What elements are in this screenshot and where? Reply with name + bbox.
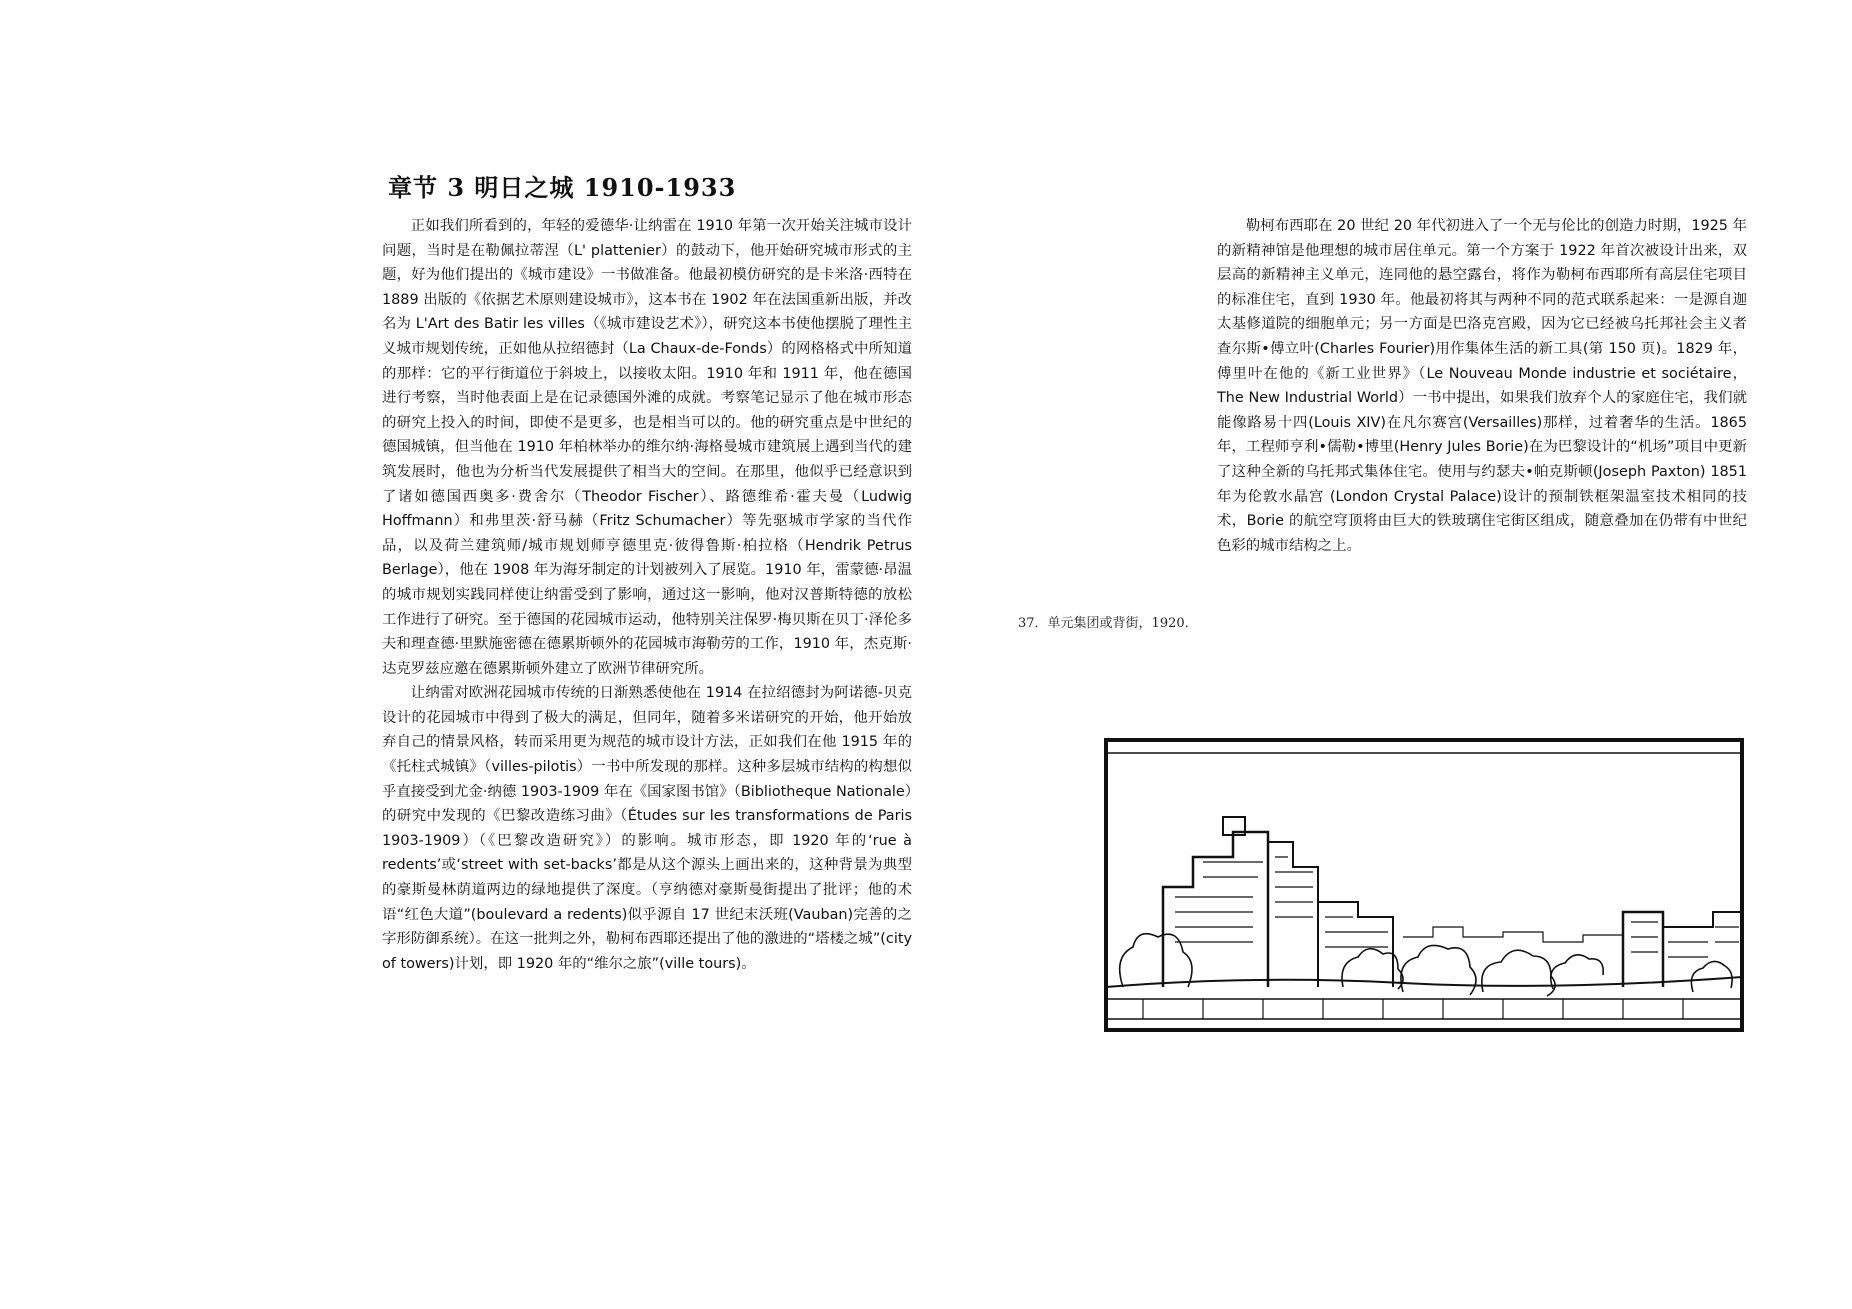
paragraph: 勒柯布西耶在 20 世纪 20 年代初进入了一个无与伦比的创造力时期，1925 年的新精神馆是他理想的城市居住单元。第一个方案于 1922 年首次被设计出来，双层高的新精神主义单元，连同他的悬空露台，将作为勒柯布西耶所有高层住宅项目的标准住宅，直到 1930 年。他最初将其与两种不同的范式联系起来：一是源自迦太基修道院的细胞单元；另一方面是巴洛克宫殿，因为它已经被乌托邦社会主义者查尔斯•傅立叶(Charles Fourier)用作集体生活的新工具(第 150 页)。1829 年，傅里叶在他的《新工业世界》（Le Nouveau Monde industrie et sociétaire，The New Industrial World）一书中提出，如果我们放弃个人的家庭住宅，我们就能像路易十四(Louis XIV)在凡尔赛宫(Versailles)那样，过着奢华的生活。1865 年，工程师亨利•儒勒•博里(Henry Jules Borie)在为巴黎设计的“机场”项目中更新了这种全新的乌托邦式集体住宅。使用与约瑟夫•帕克斯顿(Joseph Paxton) 1851 年为伦敦水晶宫 (London Crystal Palace)设计的预制铁框架温室技术相同的技术，Borie 的航空穹顶将由巨大的铁玻璃住宅街区组成，随意叠加在仍带有中世纪色彩的城市结构之上。: [1217, 218, 1747, 554]
left-text-column: [382, 214, 912, 976]
figure-caption: 37．单元集团或背街，1920．: [1018, 616, 1198, 631]
sketch-of-stepped-housing-blocks-with-trees-icon: [1103, 737, 1745, 1033]
paragraph: 正如我们所看到的，年轻的爱德华·让纳雷在 1910 年第一次开始关注城市设计问题，当时是在勒佩拉蒂涅（L' plattenier）的鼓动下，他开始研究城市形式的主题，好为他们提出的《城市建设》一书做准备。他最初模仿研究的是卡米洛·西特在 1889 出版的《依据艺术原则建设城市》，这本书在 1902 年在法国重新出版，并改名为 L'Art des Batir les villes（《城市建设艺术》），研究这本书使他摆脱了理性主义城市规划传统，正如他从拉绍德封（La Chaux-de-Fonds）的网格格式中所知道的那样：它的平行街道位于斜坡上，以接收太阳。1910 年和 1911 年，他在德国进行考察，当时他表面上是在记录德国外滩的成就。考察笔记显示了他在城市形态的研究上投入的时间，即使不是更多，也是相当可以的。他的研究重点是中世纪的德国城镇，但当他在 1910 年柏林举办的维尔纳·海格曼城市建筑展上遇到当代的建筑发展时，他也为分析当代发展提供了相当大的空间。在那里，他似乎已经意识到了诸如德国西奥多·费舍尔（Theodor Fischer）、路德维希·霍夫曼（Ludwig Hoffmann）和弗里茨·舒马赫（Fritz Schumacher）等先驱城市学家的当代作品，以及荷兰建筑师/城市规划师亨德里克·彼得鲁斯·柏拉格（Hendrik Petrus Berlage），他在 1908 年为海牙制定的计划被列入了展览。1910 年，雷蒙德·昂温的城市规划实践同样使让纳雷受到了影响，通过这一影响，他对汉普斯特德的放松工作进行了研究。至于德国的花园城市运动，他特别关注保罗·梅贝斯在贝丁·泽伦多夫和理查德·里默施密德在德累斯顿外的花园城市海勒劳的工作，1910 年，杰克斯·达克罗兹应邀在德累斯顿外建立了欧洲节律研究所。: [382, 218, 912, 677]
chapter-title: 章节 3 明日之城 1910-1933: [388, 173, 737, 202]
paragraph: 让纳雷对欧洲花园城市传统的日渐熟悉使他在 1914 在拉绍德封为阿诺德-贝克设计的花园城市中得到了极大的满足，但同年，随着多米诺研究的开始，他开始放弃自己的情景风格，转而采用更为规范的城市设计方法，正如我们在他 1915 年的《托柱式城镇》（villes-pilotis）一书中所发现的那样。这种多层城市结构的构想似乎直接受到尤金·纳德 1903-1909 年在《国家图书馆》（Bibliotheque Nationale）的研究中发现的《巴黎改造练习曲》（Études sur les transformations de Paris 1903-1909）（《巴黎改造研究》）的影响。城市形态，即 1920 年的‘rue à redents’或‘street with set-backs’都是从这个源头上画出来的，这种背景为典型的豪斯曼林荫道两边的绿地提供了深度。（亨纳德对豪斯曼街提出了批评；他的术语“红色大道”(boulevard a redents)似乎源自 17 世纪末沃班(Vauban)完善的之字形防御系统）。在这一批判之外，勒柯布西耶还提出了他的激进的“塔楼之城”(city of towers)计划，即 1920 年的“维尔之旅”(ville tours)。: [382, 685, 912, 972]
right-text-column: [1217, 214, 1747, 558]
